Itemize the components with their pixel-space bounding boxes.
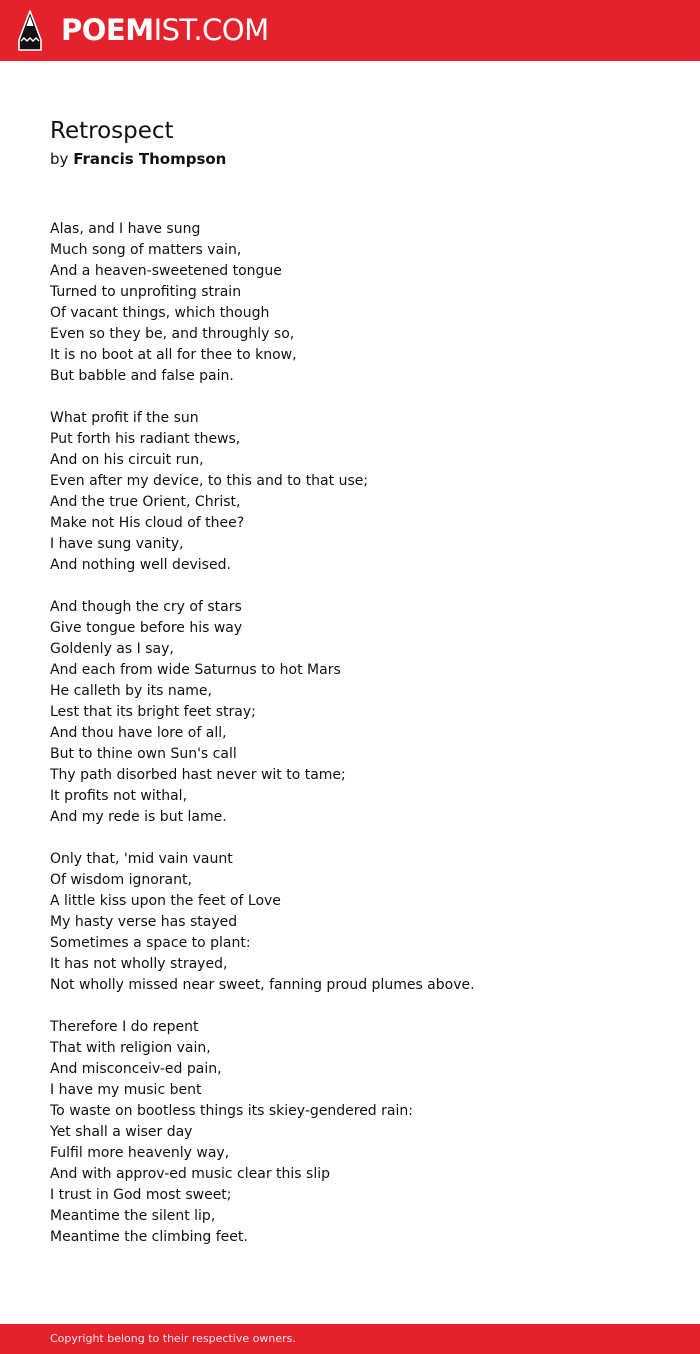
brand-light: IST.COM [153,13,269,47]
poem-line: I trust in God most sweet; [50,1187,232,1203]
site-footer [0,1324,700,1354]
poem-line: Of vacant things, which though [50,305,270,321]
poem-body [50,219,670,1269]
poem-line: And the true Orient, Christ, [50,494,241,510]
poem-line: Of wisdom ignorant, [50,872,192,888]
poem-line: To waste on bootless things its skiey-gendered rain: [50,1103,413,1119]
poem-line: Not wholly missed near sweet, fanning proud plumes above. [50,977,475,993]
poem-line: Turned to unprofiting strain [50,284,242,300]
poem-line: Put forth his radiant thews, [50,431,241,447]
stanza [50,1017,670,1248]
poem-line: And nothing well devised. [50,557,231,573]
poem-line: A little kiss upon the feet of Love [50,893,281,909]
poem-line: And my rede is but lame. [50,809,227,825]
poem-line: Much song of matters vain, [50,242,242,258]
poem-line: But to thine own Sun's call [50,746,237,762]
site-logo-link[interactable] [61,13,269,47]
poem-line: It has not wholly strayed, [50,956,228,972]
poem-line: And a heaven-sweetened tongue [50,263,282,279]
poem-line: Yet shall a wiser day [50,1124,193,1140]
poem-line: Even so they be, and throughly so, [50,326,295,342]
poem-title: Retrospect [50,118,174,144]
poem-line: Make not His cloud of thee? [50,515,245,531]
poem-line: What profit if the sun [50,410,199,426]
poem-line: Lest that its bright feet stray; [50,704,256,720]
poem-line: Only that, 'mid vain vaunt [50,851,233,867]
poem-line: Alas, and I have sung [50,221,201,237]
stanza [50,849,670,996]
poem-line: And though the cry of stars [50,599,242,615]
poem-line: That with religion vain, [50,1040,211,1056]
brand-bold: POEM [61,13,154,47]
poem-line: And thou have lore of all, [50,725,227,741]
poem-line: Sometimes a space to plant: [50,935,251,951]
poem-line: Therefore I do repent [50,1019,199,1035]
by-label: by [50,150,69,168]
poem-line: Thy path disorbed hast never wit to tame; [50,767,346,783]
poem-line: He calleth by its name, [50,683,212,699]
poem-line: I have sung vanity, [50,536,184,552]
poem-line: And misconceiv-ed pain, [50,1061,222,1077]
poem-line: Goldenly as I say, [50,641,174,657]
poem-line: Even after my device, to this and to that use; [50,473,369,489]
poem-line: My hasty verse has stayed [50,914,238,930]
copyright-text: Copyright belong to their respective owners. [50,1332,296,1345]
stanza [50,597,670,828]
poem-author: Francis Thompson [73,150,227,168]
poem-line: And with approv-ed music clear this slip [50,1166,330,1182]
stanza [50,408,670,576]
poem-line: But babble and false pain. [50,368,234,384]
poem-line: Meantime the silent lip, [50,1208,216,1224]
poem-line: Meantime the climbing feet. [50,1229,248,1245]
poem-line: And each from wide Saturnus to hot Mars [50,662,341,678]
poem-line: I have my music bent [50,1082,202,1098]
stanza [50,219,670,387]
poem-line: Fulfil more heavenly way, [50,1145,230,1161]
poem-line: Give tongue before his way [50,620,243,636]
site-header [0,0,700,61]
poem-line: It profits not withal, [50,788,188,804]
byline [50,149,226,169]
pencil-tip-icon[interactable] [18,10,42,51]
poem-line: It is no boot at all for thee to know, [50,347,297,363]
poem-line: And on his circuit run, [50,452,204,468]
